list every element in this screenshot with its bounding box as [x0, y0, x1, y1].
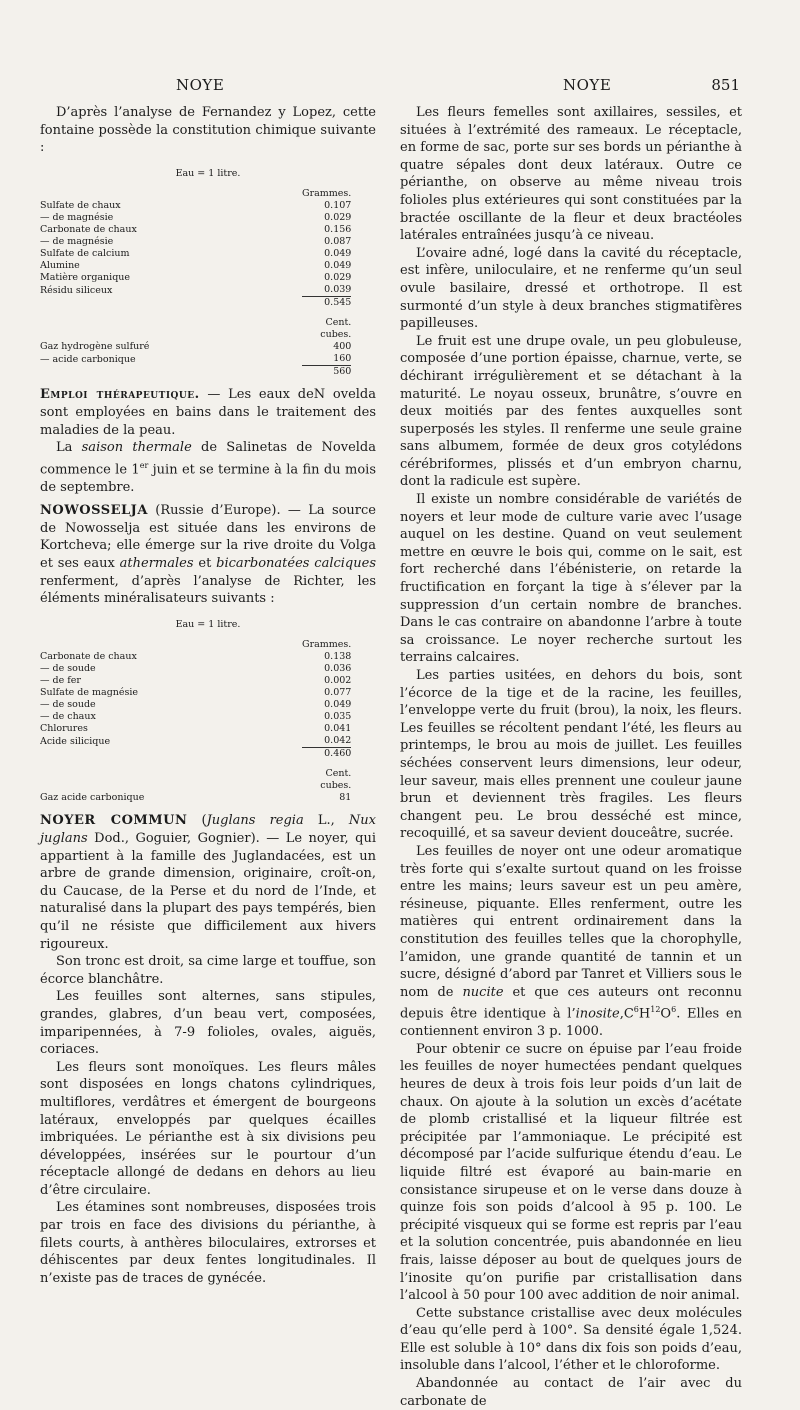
table1-gas-total: 560 — [302, 366, 351, 379]
table-row: — de magnésie 0.087 — [40, 236, 352, 248]
table-row: — de soude 0.036 — [40, 663, 352, 675]
paragraph-varietes: Il existe un nombre considérable de variétés de noyers et leur mode de culture varie avec l’usage auquel on les destine. Quand on veut seulement mettre en œuvre le bois qui, comme on le sait, est fort recherché dans l’ébénisterie, on retarde la fructification en forçant la tige à s’élever par la suppression d’un certain nombre de branches. Dans le cas contraire on abandonne l’arbre à toute sa croissance. Le noyer recherche surtout les terrains calcaires. — [400, 492, 742, 666]
paragraph-saison: La saison thermale de Salinetas de Novelda commence le 1er juin et se termine à la fin du mois de septembre. — [40, 440, 376, 495]
paragraph-tronc: Son tronc est droit, sa cime large et touffue, son écorce blanchâtre. — [40, 954, 376, 987]
table-row: Carbonate de chaux 0.156 — [40, 224, 352, 236]
table-row: Sulfate de chaux 0.107 — [40, 200, 352, 212]
table2-gas-head: Cent. cubes. — [320, 768, 352, 792]
paragraph-intro: D’après l’analyse de Fernandez y Lopez, cette fontaine possède la constitution chimique suivante : — [40, 105, 376, 156]
paragraph-fleurs-femelles: Les fleurs femelles sont axillaires, sessiles, et situées à l’extrémité des rameaux. Le réceptacle, en forme de sac, porte sur ses bords un périanthe à quatre sépales dont deux latéraux. Outre ce périanthe, on observe au même niveau trois folioles plus extérieures qui sont constituées par la bractée oscillante de la fleur et deux bractéoles latérales entraînées jusqu’à ce niveau. — [400, 105, 742, 244]
table-row: — acide carbonique 160 — [40, 353, 352, 365]
running-header-right: NOYE — [563, 76, 612, 94]
paragraph-fruit: Le fruit est une drupe ovale, un peu globuleuse, composée d’une portion épaisse, charnue, verte, se déchirant irrégulièrement et se détachant à la maturité. Le noyau osseux, brunâtre, s’ouvre en deux moitiés par des fentes auxquelles sont superposés les styles. Il renferme une seule graine sans albumem, formée de deux gros cotylédons cérébriformes, plissés et d’un embryon charnu, dont la radicule est supère. — [400, 333, 742, 490]
paragraph-etamines: Les étamines sont nombreuses, disposées trois par trois en face des divisions du périanthe, à filets courts, à anthères biloculaires, extrorses et déhiscentes par deux fentes longitudinales. Il n’existe pas de traces de gynécée. — [40, 1200, 376, 1286]
table1-gas-head: Cent. cubes. — [320, 317, 352, 341]
running-header-left: NOYE — [176, 76, 225, 94]
table-row: Gaz hydrogène sulfuré 400 — [40, 341, 352, 353]
paragraph-emploi: Emploi thérapeutique. — Les eaux deN ovelda sont employées en bains dans le traitement des maladies de la peau. — [40, 387, 376, 438]
table-row: — de fer 0.002 — [40, 675, 352, 687]
paragraph-substance: Cette substance cristallise avec deux molécules d’eau qu’elle perd à 100°. Sa densité égale 1,524. Elle est soluble à 10° dans dix fois son poids d’eau, insoluble dans l’alcool, l’éther et le chloroforme. — [400, 1305, 742, 1374]
paragraph-fleurs: Les fleurs sont monoïques. Les fleurs mâles sont disposées en longs chatons cylindriques, multiflores, verdâtres et émergent de bourgeons latéraux, enveloppés par quelques écailles imbriquées. Le périanthe est à six divisions peu développées, insérées sur le pourtour d’un réceptacle allongé de dedans en dehors au lieu d’être circulaire. — [40, 1059, 376, 1198]
table-row: Carbonate de chaux 0.138 — [40, 651, 352, 663]
paragraph-abandonnee: Abandonnée au contact de l’air avec du carbonate de — [400, 1376, 742, 1409]
table-row: — de soude 0.049 — [40, 699, 352, 711]
analysis-table-2 — [40, 639, 351, 804]
table1-total: 0.545 — [302, 297, 351, 310]
paragraph-odeur: Les feuilles de noyer ont une odeur aromatique très forte qui s’exalte surtout quand on les froisse entre les mains; leurs saveur est un peu amère, résineuse, piquante. Elles renferment, outre les matières qui entrent ordinairement dans la constitution des feuilles telles que la chorophylle, l’amidon, une grande quantité de tannin et un sucre, désigné d’abord par Tanret et Villiers sous le nom de nucite et que ces auteurs ont reconnu depuis être identique à $l’inosite,C^6H^{12}O^6$. Elles en contiennent environ 3 p. 1000. — [400, 843, 742, 1040]
paragraph-extraction: Pour obtenir ce sucre on épuise par l’eau froide les feuilles de noyer humectées pendant quelques heures de deux à trois fois leur poids d’un lait de chaux. On ajoute à la solution un excès d’acétate de plomb cristallisé et la liqueur filtrée est précipitée par l’ammoniaque. Le précipité est décomposé par l’acide sulfurique étendu d’eau. Le liquide filtré est évaporé au bain-marie en consistance sirupeuse et on le verse dans douze à quinze fois son poids d’alcool à 95 p. 100. Le précipité visqueux qui se forme est repris par l’eau et la solution concentrée, puis abandonnée en lieu frais, laisse déposer au bout de quelques jours de l’inosite qu’on purifie par cristallisation dans l’alcool à 50 pour 100 avec addition de noir animal. — [400, 1041, 742, 1304]
table-row: Chlorures 0.041 — [40, 723, 352, 735]
page-number: 851 — [711, 76, 740, 94]
paragraph-nowosselja: NOWOSSELJA (Russie d’Europe). — La source de Nowosselja est située dans les environs de Kortcheva; elle émerge sur la rive droite du Volga et ses eaux athermales et bicarbonatées calciques renferment, d’après l’analyse de Richter, les éléments minéralisateurs suivants : — [40, 503, 376, 607]
left-column — [40, 104, 376, 1287]
table-row: Sulfate de calcium 0.049 — [40, 248, 352, 260]
table1-unit: Eau = 1 litre. — [175, 167, 241, 179]
entry-head: NOYER COMMUN — [40, 813, 188, 829]
paragraph-parties-usitees: Les parties usitées, en dehors du bois, sont l’écorce de la tige et de la racine, les feuilles, l’enveloppe verte du fruit (brou), la noix, les fleurs. Les feuilles se récoltent pendant l’été, les fleurs au printemps, le brou au mois de juillet. Les feuilles séchées conservent leurs dimensions, leur odeur, leur saveur, mais elles prennent une couleur jaune brun et deviennent très fragiles. Les fleurs changent peu. Le brou desséché est mince, recoquillé, et sa saveur devient douceâtre, sucrée. — [400, 668, 742, 842]
table-row: Sulfate de magnésie 0.077 — [40, 687, 352, 699]
right-column — [400, 104, 742, 1410]
table2-col-head: Grammes. — [302, 639, 352, 651]
table-row: Résidu siliceux 0.039 — [40, 284, 352, 296]
table-row: Acide silicique 0.042 — [40, 735, 352, 747]
paragraph-feuilles: Les feuilles sont alternes, sans stipules, grandes, glabres, d’un beau vert, composées, imparipennées, à 7-9 folioles, ovales, aiguës, coriaces. — [40, 989, 376, 1058]
table2-total: 0.460 — [302, 748, 351, 761]
paragraph-ovaire: L’ovaire adné, logé dans la cavité du réceptacle, est infère, uniloculaire, et ne renferme qu’un seul ovule basilaire, dressé et orthotrope. Il est surmonté d’un style à deux branches stigmatifères papilleuses. — [400, 245, 742, 332]
table-row: Alumine 0.049 — [40, 260, 352, 272]
section-head: Emploi thérapeutique. — [40, 387, 200, 403]
table1-col-head: Grammes. — [302, 188, 352, 200]
entry-head: NOWOSSELJA — [40, 503, 148, 519]
table-row: Gaz acide carbonique 81 — [40, 792, 352, 804]
paragraph-noyer: NOYER COMMUN (Juglans regia L., Nux juglans Dod., Goguier, Gognier). — Le noyer, qui appartient à la famille des Juglandacées, est un arbre de grande dimension, originaire, croît-on, du Caucase, de la Perse et du nord de l’Inde, et naturalisé dans la plupart des pays tempérés, bien qu’il ne résiste que difficilement aux hivers rigoureux. — [40, 813, 376, 952]
table-row: — de chaux 0.035 — [40, 711, 352, 723]
table2-unit: Eau = 1 litre. — [175, 618, 241, 630]
table-row: — de magnésie 0.029 — [40, 212, 352, 224]
table-row: Matière organique 0.029 — [40, 272, 352, 284]
analysis-table-1 — [40, 188, 351, 378]
